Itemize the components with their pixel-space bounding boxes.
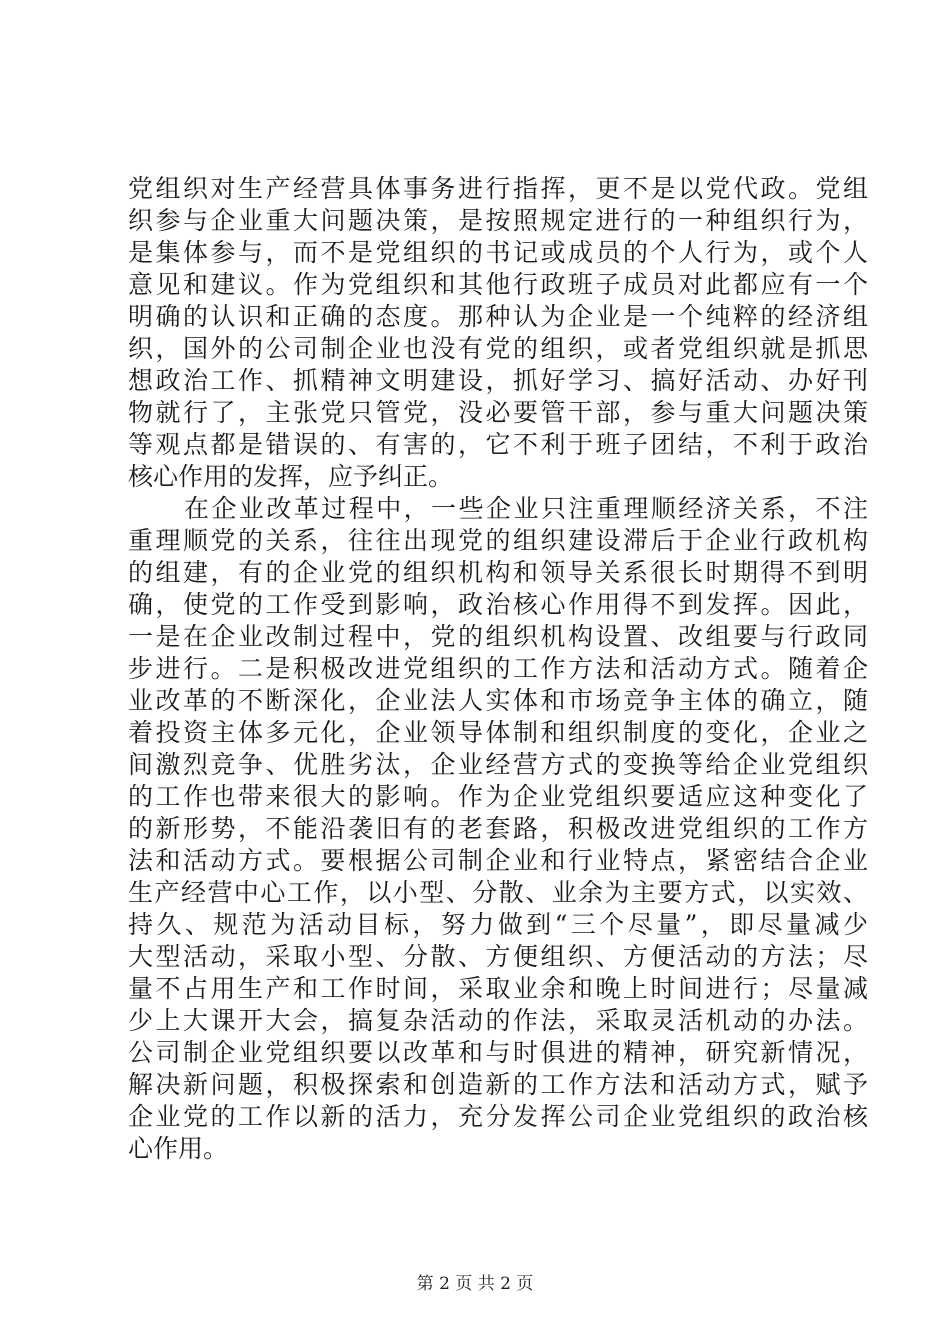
page-number-label: 第 2 页 共 2 页	[416, 1274, 534, 1294]
text-line-31: 心作用。	[128, 1134, 229, 1163]
text-line-13: 的组建，有的企业党的组织机构和领导关系很长时期得不到明	[128, 558, 868, 587]
text-line-29: 解决新问题，积极探索和创造新的工作方法和活动方式，赋予	[128, 1070, 868, 1099]
text-line-16: 步进行。二是积极改进党组织的工作方法和活动方式。随着企	[128, 654, 868, 683]
text-line-9: 等观点都是错误的、有害的，它不利于班子团结，不利于政治	[128, 430, 868, 459]
text-line-19: 间激烈竞争、优胜劣汰，企业经营方式的变换等给企业党组织	[128, 750, 868, 779]
text-line-28: 公司制企业党组织要以改革和与时俱进的精神，研究新情况，	[128, 1038, 868, 1067]
body-text	[128, 173, 868, 1165]
text-line-5: 明确的认识和正确的态度。那种认为企业是一个纯粹的经济组	[128, 302, 868, 331]
text-line-8: 物就行了，主张党只管党，没必要管干部，参与重大问题决策	[128, 398, 868, 427]
text-line-7: 想政治工作、抓精神文明建设，抓好学习、搞好活动、办好刊	[128, 366, 868, 395]
text-line-1: 党组织对生产经营具体事务进行指挥，更不是以党代政。党组	[128, 174, 868, 203]
text-line-6: 织，国外的公司制企业也没有党的组织，或者党组织就是抓思	[128, 334, 868, 363]
text-line-15: 一是在企业改制过程中，党的组织机构设置、改组要与行政同	[128, 622, 868, 651]
text-line-4: 意见和建议。作为党组织和其他行政班子成员对此都应有一个	[128, 270, 868, 299]
text-line-17: 业改革的不断深化，企业法人实体和市场竞争主体的确立，随	[128, 686, 868, 715]
text-line-27: 少上大课开大会，搞复杂活动的作法，采取灵活机动的办法。	[128, 1006, 868, 1035]
text-line-10: 核心作用的发挥，应予纠正。	[128, 462, 454, 491]
text-line-12: 重理顺党的关系，往往出现党的组织建设滞后于企业行政机构	[128, 526, 868, 555]
text-line-14: 确，使党的工作受到影响，政治核心作用得不到发挥。因此，	[128, 590, 868, 619]
text-line-22: 法和活动方式。要根据公司制企业和行业特点，紧密结合企业	[128, 846, 868, 875]
text-line-25: 大型活动，采取小型、分散、方便组织、方便活动的方法；尽	[128, 942, 868, 971]
text-line-20: 的工作也带来很大的影响。作为企业党组织要适应这种变化了	[128, 782, 868, 811]
text-line-3: 是集体参与，而不是党组织的书记或成员的个人行为，或个人	[128, 238, 868, 267]
page-footer	[0, 1273, 950, 1295]
text-line-23: 生产经营中心工作，以小型、分散、业余为主要方式，以实效、	[128, 878, 868, 907]
text-line-18: 着投资主体多元化，企业领导体制和组织制度的变化，企业之	[128, 718, 868, 747]
text-line-2: 织参与企业重大问题决策，是按照规定进行的一种组织行为，	[128, 206, 868, 235]
text-line-24: 持久、规范为活动目标，努力做到“三个尽量”，即尽量减少	[128, 910, 868, 939]
text-line-21: 的新形势，不能沿袭旧有的老套路，积极改进党组织的工作方	[128, 814, 868, 843]
text-line-26: 量不占用生产和工作时间，采取业余和晚上时间进行；尽量减	[128, 974, 868, 1003]
text-line-30: 企业党的工作以新的活力，充分发挥公司企业党组织的政治核	[128, 1102, 868, 1131]
text-line-11: 在企业改革过程中，一些企业只注重理顺经济关系，不注	[184, 494, 868, 523]
